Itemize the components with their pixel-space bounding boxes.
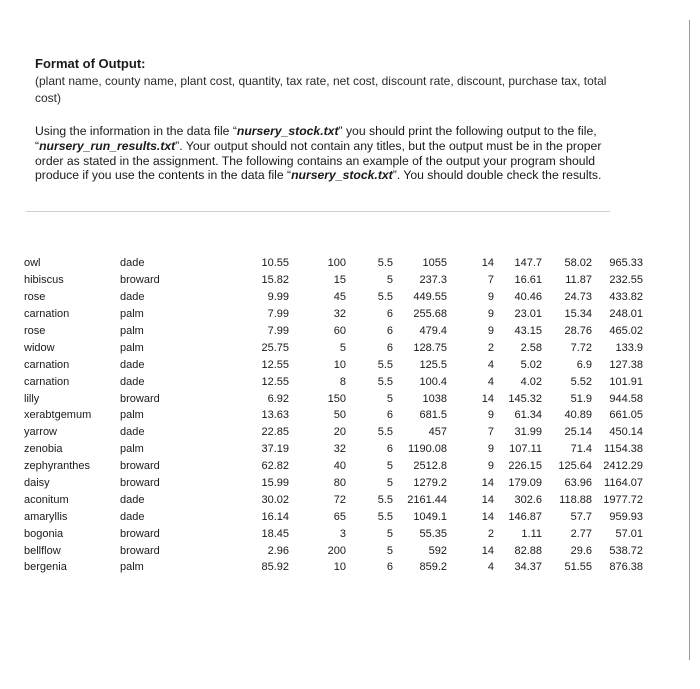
discount-cell: 147.7 bbox=[514, 257, 542, 270]
table-row bbox=[22, 458, 643, 475]
discount-cell: 5.02 bbox=[520, 358, 542, 371]
county-name-cell: palm bbox=[120, 325, 144, 337]
county-name-cell: broward bbox=[120, 544, 160, 557]
quantity-cell: 60 bbox=[333, 325, 346, 337]
net-cost-cell: 125.5 bbox=[419, 358, 447, 371]
discount-rate-cell: 4 bbox=[487, 561, 494, 574]
discount-rate-cell: 4 bbox=[487, 358, 494, 371]
discount-cell: 40.46 bbox=[514, 291, 542, 304]
table-row bbox=[22, 525, 643, 542]
tax-rate-cell: 6 bbox=[386, 443, 393, 456]
tax-rate-cell: 5 bbox=[386, 477, 393, 490]
quantity-cell: 40 bbox=[333, 460, 346, 473]
total-cost-cell: 1164.07 bbox=[604, 477, 643, 490]
plant-cost-cell: 62.82 bbox=[261, 460, 289, 473]
county-name-cell: palm bbox=[120, 308, 144, 321]
table-row bbox=[22, 255, 643, 272]
plant-name-cell: lilly bbox=[24, 392, 40, 405]
county-name-cell: broward bbox=[120, 527, 160, 540]
total-cost-cell: 538.72 bbox=[609, 544, 643, 557]
instructions-text-1: Using the information in the data file “ bbox=[35, 124, 237, 138]
purchase-tax-cell: 2.77 bbox=[570, 527, 592, 540]
quantity-cell: 10 bbox=[333, 358, 346, 371]
table-row bbox=[22, 390, 643, 407]
total-cost-cell: 465.02 bbox=[609, 325, 643, 337]
net-cost-cell: 1190.08 bbox=[408, 443, 447, 456]
county-name-cell: dade bbox=[120, 291, 145, 304]
discount-rate-cell: 14 bbox=[481, 493, 494, 506]
county-name-cell: broward bbox=[120, 477, 160, 490]
purchase-tax-cell: 58.02 bbox=[564, 257, 592, 270]
plant-name-cell: bellflow bbox=[24, 544, 61, 557]
discount-rate-cell: 14 bbox=[481, 477, 494, 490]
purchase-tax-cell: 24.73 bbox=[564, 291, 592, 304]
net-cost-cell: 2512.8 bbox=[413, 460, 447, 473]
tax-rate-cell: 5 bbox=[386, 460, 393, 473]
data-file-name: nursery_stock.txt bbox=[236, 124, 339, 138]
total-cost-cell: 101.91 bbox=[609, 375, 643, 388]
plant-name-cell: bergenia bbox=[24, 561, 67, 574]
net-cost-cell: 479.4 bbox=[419, 325, 447, 337]
net-cost-cell: 255.68 bbox=[413, 308, 447, 321]
net-cost-cell: 449.55 bbox=[413, 291, 447, 304]
discount-cell: 226.15 bbox=[508, 460, 542, 473]
plant-cost-cell: 85.92 bbox=[261, 561, 289, 574]
discount-rate-cell: 7 bbox=[487, 426, 494, 439]
county-name-cell: broward bbox=[120, 392, 160, 405]
instructions-text-2: ” you should print the following output to the file, “ bbox=[35, 124, 597, 153]
plant-cost-cell: 2.96 bbox=[267, 544, 289, 557]
county-name-cell: palm bbox=[120, 443, 144, 456]
purchase-tax-cell: 118.88 bbox=[559, 493, 592, 506]
table-row bbox=[22, 373, 643, 390]
tax-rate-cell: 5.5 bbox=[377, 493, 393, 506]
instructions-text-3: ”. Your output should not contain any titles, but the output must be in the proper order as stated in the assignment. The following contains an example of the output your program should produce if you use the contents in the data file “ bbox=[35, 138, 602, 183]
discount-cell: 4.02 bbox=[520, 375, 542, 388]
table-row bbox=[22, 356, 643, 373]
plant-name-cell: zenobia bbox=[24, 443, 63, 456]
county-name-cell: broward bbox=[120, 274, 160, 287]
county-name-cell: dade bbox=[120, 358, 145, 371]
discount-cell: 179.09 bbox=[508, 477, 542, 490]
quantity-cell: 32 bbox=[333, 443, 346, 456]
tax-rate-cell: 5.5 bbox=[377, 510, 393, 523]
discount-rate-cell: 4 bbox=[487, 375, 494, 388]
plant-cost-cell: 30.02 bbox=[261, 493, 289, 506]
discount-cell: 1.11 bbox=[521, 527, 542, 540]
net-cost-cell: 457 bbox=[428, 426, 447, 439]
county-name-cell: dade bbox=[120, 493, 145, 506]
discount-rate-cell: 9 bbox=[487, 460, 494, 473]
discount-cell: 61.34 bbox=[514, 409, 542, 422]
plant-cost-cell: 15.99 bbox=[261, 477, 289, 490]
total-cost-cell: 57.01 bbox=[615, 527, 643, 540]
quantity-cell: 8 bbox=[339, 375, 346, 388]
discount-cell: 16.61 bbox=[514, 274, 542, 287]
plant-cost-cell: 13.63 bbox=[261, 409, 289, 422]
table-row bbox=[22, 441, 643, 458]
quantity-cell: 65 bbox=[333, 510, 346, 523]
purchase-tax-cell: 125.64 bbox=[558, 460, 592, 473]
net-cost-cell: 1038 bbox=[422, 392, 447, 405]
tax-rate-cell: 5.5 bbox=[377, 375, 393, 388]
discount-rate-cell: 14 bbox=[481, 510, 494, 523]
net-cost-cell: 681.5 bbox=[419, 409, 447, 422]
plant-cost-cell: 12.55 bbox=[261, 358, 289, 371]
discount-cell: 107.11 bbox=[509, 443, 542, 456]
data-file-name-2: nursery_stock.txt bbox=[291, 168, 393, 183]
discount-cell: 31.99 bbox=[514, 426, 542, 439]
discount-rate-cell: 9 bbox=[487, 291, 494, 304]
plant-cost-cell: 12.55 bbox=[261, 375, 289, 388]
purchase-tax-cell: 28.76 bbox=[564, 325, 592, 337]
plant-cost-cell: 9.99 bbox=[267, 291, 289, 304]
net-cost-cell: 1049.1 bbox=[413, 510, 447, 523]
tax-rate-cell: 6 bbox=[386, 341, 393, 354]
plant-cost-cell: 18.45 bbox=[261, 527, 289, 540]
total-cost-cell: 232.55 bbox=[609, 274, 643, 287]
tax-rate-cell: 5 bbox=[386, 274, 393, 287]
plant-cost-cell: 7.99 bbox=[267, 308, 289, 321]
purchase-tax-cell: 51.9 bbox=[570, 392, 592, 405]
tax-rate-cell: 5 bbox=[386, 392, 393, 405]
table-row bbox=[22, 272, 643, 289]
discount-cell: 302.6 bbox=[514, 493, 542, 506]
purchase-tax-cell: 71.4 bbox=[570, 443, 592, 456]
plant-name-cell: aconitum bbox=[24, 493, 69, 506]
plant-name-cell: zephyranthes bbox=[24, 460, 91, 473]
county-name-cell: dade bbox=[120, 257, 145, 270]
quantity-cell: 72 bbox=[333, 493, 346, 506]
total-cost-cell: 876.38 bbox=[609, 561, 643, 574]
plant-name-cell: hibiscus bbox=[24, 274, 64, 287]
purchase-tax-cell: 5.52 bbox=[570, 375, 592, 388]
discount-rate-cell: 7 bbox=[487, 274, 494, 287]
county-name-cell: dade bbox=[120, 375, 145, 388]
discount-cell: 23.01 bbox=[514, 308, 542, 321]
total-cost-cell: 433.82 bbox=[609, 291, 643, 304]
tax-rate-cell: 6 bbox=[386, 308, 393, 321]
total-cost-cell: 2412.29 bbox=[603, 460, 643, 473]
net-cost-cell: 55.35 bbox=[419, 527, 447, 540]
county-name-cell: palm bbox=[120, 409, 144, 422]
total-cost-cell: 450.14 bbox=[609, 426, 643, 439]
tax-rate-cell: 5.5 bbox=[377, 291, 393, 304]
quantity-cell: 5 bbox=[339, 341, 346, 354]
purchase-tax-cell: 7.72 bbox=[570, 341, 592, 354]
total-cost-cell: 248.01 bbox=[609, 308, 643, 321]
net-cost-cell: 859.2 bbox=[419, 561, 447, 574]
discount-rate-cell: 14 bbox=[481, 544, 494, 557]
tax-rate-cell: 5 bbox=[386, 544, 393, 557]
output-file-name: nursery_run_results.txt bbox=[39, 138, 176, 153]
plant-name-cell: carnation bbox=[24, 358, 70, 371]
county-name-cell: broward bbox=[120, 460, 160, 473]
table-row bbox=[22, 323, 643, 340]
plant-name-cell: owl bbox=[24, 257, 41, 270]
discount-cell: 34.37 bbox=[514, 561, 542, 574]
plant-cost-cell: 10.55 bbox=[261, 257, 289, 270]
table-row bbox=[22, 289, 643, 306]
purchase-tax-cell: 11.87 bbox=[565, 274, 592, 287]
table-row bbox=[22, 491, 643, 508]
plant-name-cell: widow bbox=[24, 341, 55, 354]
discount-cell: 146.87 bbox=[508, 510, 542, 523]
plant-name-cell: carnation bbox=[24, 375, 70, 388]
net-cost-cell: 237.3 bbox=[419, 274, 447, 287]
plant-name-cell: xerabtgemum bbox=[24, 409, 92, 422]
discount-rate-cell: 14 bbox=[481, 257, 494, 270]
tax-rate-cell: 5.5 bbox=[377, 358, 393, 371]
section-divider bbox=[26, 211, 610, 212]
discount-rate-cell: 9 bbox=[487, 308, 494, 321]
discount-rate-cell: 9 bbox=[487, 443, 494, 456]
purchase-tax-cell: 40.89 bbox=[564, 409, 592, 422]
format-title: Format of Output: bbox=[35, 56, 146, 71]
plant-name-cell: carnation bbox=[24, 308, 70, 321]
plant-cost-cell: 37.19 bbox=[261, 443, 289, 456]
page-edge bbox=[689, 20, 690, 660]
table-row bbox=[22, 475, 643, 492]
net-cost-cell: 1279.2 bbox=[413, 477, 447, 490]
plant-name-cell: daisy bbox=[24, 477, 50, 490]
discount-rate-cell: 14 bbox=[481, 392, 494, 405]
plant-name-cell: amaryllis bbox=[24, 510, 68, 523]
quantity-cell: 15 bbox=[333, 274, 346, 287]
plant-cost-cell: 6.92 bbox=[267, 392, 289, 405]
discount-rate-cell: 9 bbox=[487, 409, 494, 422]
county-name-cell: palm bbox=[120, 341, 144, 354]
tax-rate-cell: 5.5 bbox=[377, 426, 393, 439]
quantity-cell: 3 bbox=[339, 527, 346, 540]
plant-cost-cell: 22.85 bbox=[261, 426, 289, 439]
plant-cost-cell: 25.75 bbox=[261, 341, 289, 354]
quantity-cell: 50 bbox=[333, 409, 346, 422]
total-cost-cell: 959.93 bbox=[609, 510, 643, 523]
county-name-cell: palm bbox=[120, 561, 144, 574]
tax-rate-cell: 6 bbox=[386, 409, 393, 422]
purchase-tax-cell: 15.34 bbox=[564, 308, 592, 321]
county-name-cell: dade bbox=[120, 510, 145, 523]
discount-rate-cell: 9 bbox=[487, 325, 494, 337]
tax-rate-cell: 5 bbox=[386, 527, 393, 540]
net-cost-cell: 100.4 bbox=[419, 375, 447, 388]
tax-rate-cell: 6 bbox=[386, 325, 393, 337]
purchase-tax-cell: 29.6 bbox=[570, 544, 592, 557]
plant-name-cell: rose bbox=[24, 291, 46, 304]
total-cost-cell: 965.33 bbox=[609, 257, 643, 270]
table-row bbox=[22, 559, 643, 576]
quantity-cell: 45 bbox=[333, 291, 346, 304]
quantity-cell: 10 bbox=[333, 561, 346, 574]
discount-rate-cell: 2 bbox=[487, 527, 494, 540]
total-cost-cell: 1154.38 bbox=[604, 443, 643, 456]
table-row bbox=[22, 424, 643, 441]
output-table bbox=[22, 255, 643, 576]
discount-cell: 145.32 bbox=[508, 392, 542, 405]
table-row bbox=[22, 339, 643, 356]
purchase-tax-cell: 63.96 bbox=[564, 477, 592, 490]
instructions-text-4: ”. You should double check the results. bbox=[392, 168, 602, 183]
format-description: (plant name, county name, plant cost, quantity, tax rate, net cost, discount rate, discount, purchase tax, total cost) bbox=[35, 74, 607, 105]
plant-cost-cell: 16.14 bbox=[261, 510, 289, 523]
plant-cost-cell: 15.82 bbox=[261, 274, 289, 287]
net-cost-cell: 2161.44 bbox=[407, 493, 447, 506]
table-row bbox=[22, 407, 643, 424]
net-cost-cell: 1055 bbox=[422, 257, 447, 270]
discount-cell: 43.15 bbox=[514, 325, 542, 337]
table-row bbox=[22, 542, 643, 559]
total-cost-cell: 944.58 bbox=[609, 392, 643, 405]
instructions-paragraph bbox=[35, 124, 625, 183]
plant-name-cell: bogonia bbox=[24, 527, 64, 540]
quantity-cell: 200 bbox=[327, 544, 346, 557]
tax-rate-cell: 6 bbox=[386, 561, 393, 574]
total-cost-cell: 127.38 bbox=[609, 358, 643, 371]
plant-cost-cell: 7.99 bbox=[267, 325, 289, 337]
plant-name-cell: rose bbox=[24, 325, 46, 337]
total-cost-cell: 133.9 bbox=[615, 341, 643, 354]
discount-cell: 82.88 bbox=[514, 544, 542, 557]
table-row bbox=[22, 508, 643, 525]
county-name-cell: dade bbox=[120, 426, 145, 439]
quantity-cell: 80 bbox=[333, 477, 346, 490]
purchase-tax-cell: 25.14 bbox=[564, 426, 592, 439]
quantity-cell: 20 bbox=[333, 426, 346, 439]
discount-rate-cell: 2 bbox=[487, 341, 494, 354]
net-cost-cell: 592 bbox=[428, 544, 447, 557]
quantity-cell: 150 bbox=[327, 392, 346, 405]
purchase-tax-cell: 51.55 bbox=[564, 561, 592, 574]
net-cost-cell: 128.75 bbox=[413, 341, 447, 354]
quantity-cell: 32 bbox=[333, 308, 346, 321]
plant-name-cell: yarrow bbox=[24, 426, 58, 439]
discount-cell: 2.58 bbox=[520, 341, 542, 354]
quantity-cell: 100 bbox=[327, 257, 346, 270]
total-cost-cell: 1977.72 bbox=[603, 493, 643, 506]
purchase-tax-cell: 6.9 bbox=[576, 358, 592, 371]
purchase-tax-cell: 57.7 bbox=[570, 510, 592, 523]
total-cost-cell: 661.05 bbox=[609, 409, 643, 422]
tax-rate-cell: 5.5 bbox=[377, 257, 393, 270]
table-row bbox=[22, 306, 643, 323]
